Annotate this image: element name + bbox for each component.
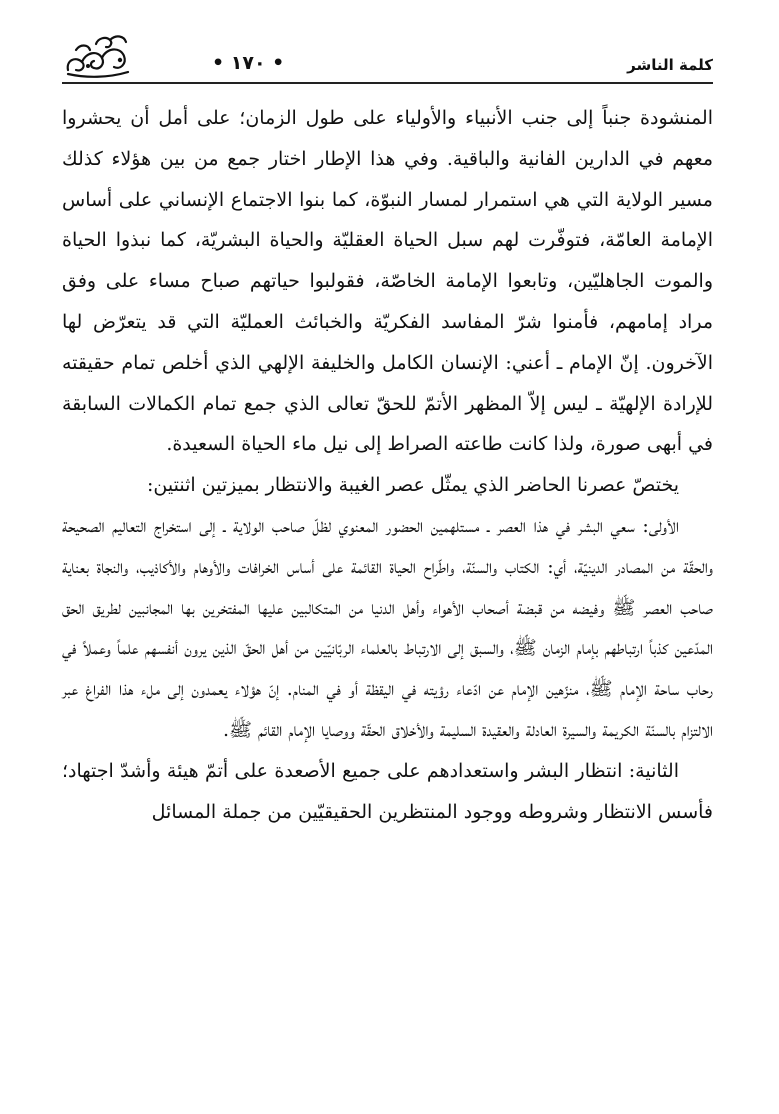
page-header: [62, 30, 713, 82]
page-body: [62, 98, 713, 832]
running-title: كلمة الناشر: [627, 56, 713, 74]
paragraph: يختصّ عصرنا الحاضر الذي يمثّل عصر الغيبة والانتظار بميزتين اثنتين:: [147, 474, 679, 497]
paragraph: المنشودة جنباً إلى جنب الأنبياء والأولياء على طول الزمان؛ على أمل أن يحشروا معهم في الدارين الفانية والباقية. وفي هذا الإطار اختار جمع من بين هؤلاء كذلك مسير الولاية التي هي استمرار لمسار النبوّة، كما بنوا الاجتماع الإنساني على أساس الإمامة العامّة، فتوفّرت لهم سبل الحياة العقليّة والحياة البشريّة، كما نبذوا الحياة والموت الجاهليّين، وتابعوا الإمامة الخاصّة، فقولبوا حياتهم صباح مساء على وفق مراد إمامهم، فأمنوا شرّ المفاسد الفكريّة والخبائث العمليّة التي قد يتعرّض لها الآخرون. إنّ الإمام ـ أعني: الإنسان الكامل والخليفة الإلهي الذي أخلص تمام حقيقته للإرادة الإلهيّة ـ ليس إلاّ المظهر الأتمّ للحقّ تعالى الذي جمع تمام الكمالات السابقة في أبهى صورة، ولذا كانت طاعته الصراط إلى نيل ماء الحياة السعيدة.: [62, 107, 713, 456]
page-number: • ١٧٠ •: [212, 52, 285, 74]
header-divider: [62, 82, 713, 84]
arabesque-ornament-icon: [62, 30, 132, 82]
paragraph: الثانية: انتظار البشر واستعدادهم على جميع الأصعدة على أتمّ هيئة وأشدّ اجتهاد؛ فأسس الانتظار وشروطه ووجود المنتظرين الحقيقيّين من جملة المسائل: [62, 759, 713, 823]
paragraph: الأولى: سعي البشر في هذا العصر ـ مستلهمين الحضور المعنوي لظلّ صاحب الولاية ـ إلى استخراج التعاليم الصحيحة والحقّة من المصادر الدينيّة، أي: الكتاب والسنّة، واطّراح الحياة القائمة على أساس الخرافات والأوهام والأكاذيب، والنجاة بعناية صاحب العصر ﷺ وفيضه من قبضة أصحاب الأهواء وأهل الدنيا من المتكالبين عليها المفتخرين بها المجانبين لطريق الحق المدّعين كذباً ارتباطهم بإمام الزمان ﷺ، والسبق إلى الارتباط بالعلماء الربّانيّين من أهل الحقّ الذين يرون أنفسهم علماً وعملاً في رحاب ساحة الإمام ﷺ، منزّهين الإمام عن ادّعاء رؤيته في اليقظة أو في المنام. إنّ هؤلاء يعمدون إلى ملء هذا الفراغ عبر الالتزام بالسنّة الكريمة والسيرة العادلة والعقيدة السليمة والأخلاق الحقّة ووصايا الإمام القائم ﷺ.: [62, 514, 713, 741]
